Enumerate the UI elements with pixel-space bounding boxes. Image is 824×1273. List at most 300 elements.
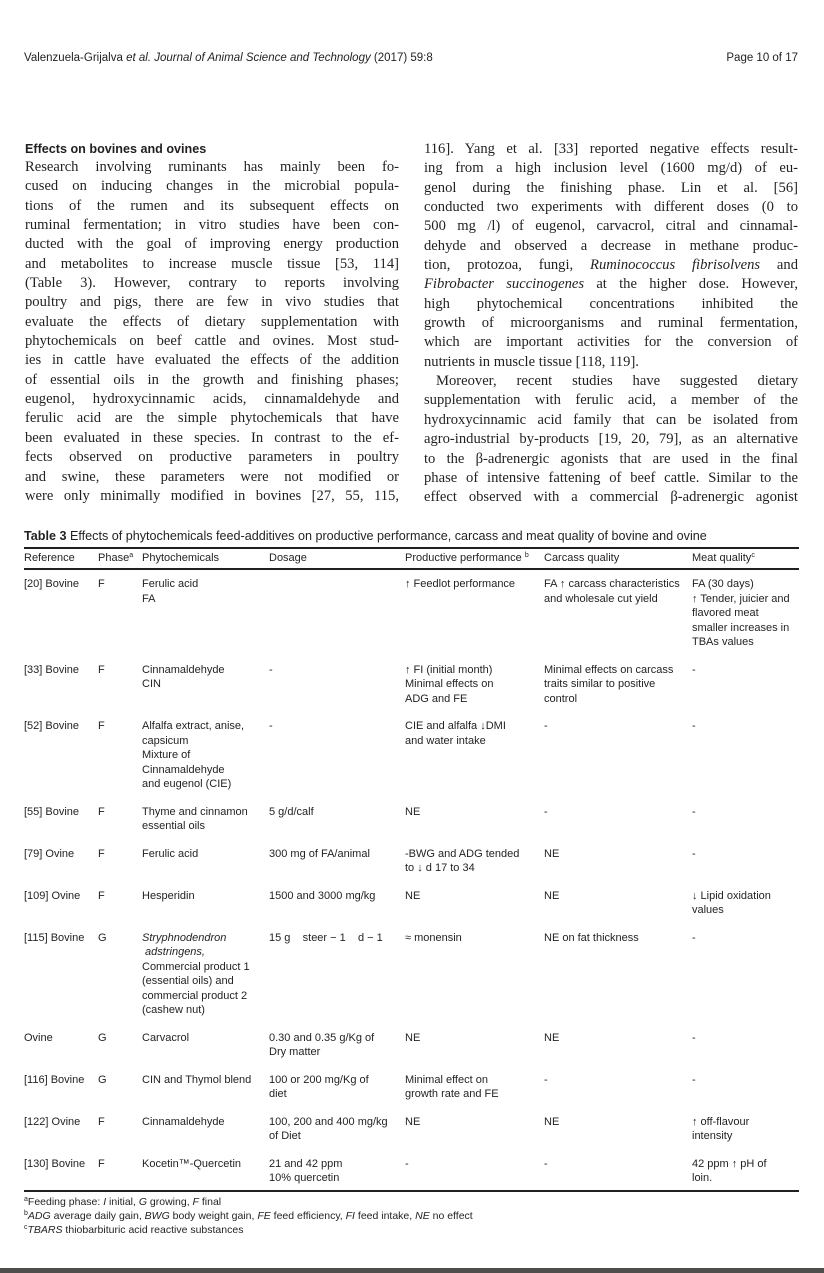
cell-line: F — [98, 805, 105, 818]
header-meat-sup: c — [751, 552, 755, 559]
text-line — [424, 256, 798, 275]
cell-line: F — [98, 1157, 105, 1170]
cell-line: of Diet — [269, 1130, 301, 1142]
table-caption — [24, 527, 799, 545]
cell-reference — [24, 925, 98, 1025]
footnote-text: initial, — [106, 1195, 139, 1208]
header-phase — [98, 548, 142, 569]
cell-line: F — [98, 847, 105, 860]
cell-reference — [24, 883, 98, 925]
abbreviation: BWG — [144, 1209, 170, 1222]
header-productive-sup: b — [524, 552, 529, 559]
cell-meat — [692, 713, 799, 799]
cell-line: Minimal effects on — [405, 678, 494, 690]
cell-line: - — [692, 720, 696, 732]
cell-productive — [405, 799, 544, 841]
cell-line: - — [692, 931, 696, 944]
cell-productive — [405, 1067, 544, 1109]
abbreviation: TBARS — [27, 1223, 63, 1236]
text-run: hydroxycinnamic acid family that can be isolated from — [424, 411, 798, 428]
text-run: to the β-adrenergic agonists that are used in the final — [424, 450, 798, 467]
text-line — [424, 198, 798, 217]
cell-productive — [405, 569, 544, 657]
cell-dosage — [269, 1109, 405, 1151]
cell-reference — [24, 841, 98, 883]
cell-line: - — [692, 1073, 696, 1086]
cell-carcass — [544, 657, 692, 714]
cell-line: - — [692, 663, 696, 676]
cell-carcass — [544, 1025, 692, 1067]
cell-phytochemicals — [142, 1025, 269, 1067]
cell-line: [122] Ovine — [24, 1115, 81, 1128]
cell-line: ↑ Feedlot performance — [405, 578, 516, 590]
cell-line: flavored meat — [692, 607, 759, 619]
cell-line: 15 g steer − 1 d − 1 — [269, 931, 383, 944]
cell-line: growth rate and FE — [405, 1088, 499, 1100]
text-line: and swine, these parameters were not modified or — [25, 468, 399, 485]
cell-phase — [98, 883, 142, 925]
cell-phase — [98, 569, 142, 657]
text-line: Research involving ruminants has mainly been fo- — [25, 159, 399, 175]
species-name: Ruminococcus fibrisolvens — [590, 257, 761, 274]
cell-line: - — [405, 1157, 409, 1170]
cell-meat — [692, 799, 799, 841]
footnote-a — [24, 1195, 799, 1209]
cell-line: CIE and alfalfa ↓DMI — [405, 720, 506, 732]
cell-meat — [692, 883, 799, 925]
footnote-text: feed efficiency, — [270, 1209, 346, 1222]
cell-line: - — [269, 720, 273, 732]
cell-line: 1500 and 3000 mg/kg — [269, 889, 376, 902]
cell-line: ↑ off-flavour — [692, 1115, 750, 1128]
header-citation: (2017) 59:8 — [370, 52, 433, 64]
cell-carcass — [544, 569, 692, 657]
text-run: conducted two experiments with different doses (0 to — [424, 199, 798, 216]
cell-phase — [98, 841, 142, 883]
cell-dosage — [269, 1151, 405, 1191]
cell-line: ≈ monensin — [405, 931, 462, 944]
cell-dosage — [269, 657, 405, 714]
abbreviation: G — [138, 1195, 147, 1208]
text-line — [424, 159, 798, 178]
cell-line: to ↓ d 17 to 34 — [405, 862, 475, 874]
text-line: of essential oils in the growth and finishing phases; — [25, 371, 399, 388]
cell-line: 10% quercetin — [269, 1172, 340, 1184]
cell-line: G — [98, 1031, 107, 1044]
cell-line: - — [544, 1073, 548, 1086]
cell-reference — [24, 713, 98, 799]
cell-phase — [98, 1025, 142, 1067]
viewer-bottom-bar — [0, 1268, 824, 1273]
cell-dosage — [269, 713, 405, 799]
cell-phytochemicals — [142, 657, 269, 714]
cell-line: - — [544, 720, 548, 732]
cell-reference — [24, 1109, 98, 1151]
cell-line: 0.30 and 0.35 g/Kg of — [269, 1031, 375, 1044]
abbreviation: ADG — [27, 1209, 51, 1222]
cell-line: NE — [405, 889, 421, 902]
text-line: ruminal fermentation; in vitro studies have been con- — [25, 217, 399, 234]
cell-line: intensity — [692, 1130, 733, 1142]
cell-line: ↑ FI (initial month) — [405, 663, 493, 676]
footnote-c — [24, 1223, 799, 1237]
text-line — [424, 430, 798, 449]
cell-line: [115] Bovine — [24, 931, 85, 944]
text-line — [424, 314, 798, 333]
footnote-marker: b — [24, 1209, 28, 1217]
footnote-text: growing, — [147, 1195, 193, 1208]
cell-reference — [24, 657, 98, 714]
text-line: ferulic acid are the simple phytochemicals that have — [25, 410, 399, 427]
cell-meat — [692, 1025, 799, 1067]
text-line: cused on inducing changes in the microbial popula- — [25, 178, 399, 195]
cell-line: [109] Ovine — [24, 889, 81, 902]
abbreviation: F — [192, 1195, 199, 1208]
cell-line: F — [98, 889, 105, 902]
cell-line: Minimal effect on — [405, 1073, 488, 1086]
cell-line: NE — [405, 1115, 421, 1128]
cell-line: (essential oils) and — [142, 975, 234, 987]
text-line: ies in cattle have evaluated the effects of the addition — [25, 352, 399, 369]
cell-meat — [692, 841, 799, 883]
footnote-marker: a — [24, 1195, 28, 1203]
header-reference: Reference — [24, 548, 98, 569]
cell-meat — [692, 925, 799, 1025]
cell-line: [52] Bovine — [24, 720, 80, 732]
text-run: which are important activities for the conversion of — [424, 334, 798, 351]
cell-phytochemicals — [142, 883, 269, 925]
text-line — [424, 391, 798, 410]
cell-line: FA — [142, 592, 156, 605]
text-run: 116]. Yang et al. [33] reported negative effects result- — [424, 141, 798, 157]
table-caption-text: Effects of phytochemicals feed-additives on productive performance, carcass and meat quality of bovine and ovine — [66, 529, 707, 543]
cell-line: CIN and Thymol blend — [142, 1073, 252, 1086]
table-row — [24, 883, 799, 925]
cell-line: [116] Bovine — [24, 1073, 85, 1086]
footnote-text: average daily gain, — [50, 1209, 145, 1222]
cell-phase — [98, 799, 142, 841]
cell-line: commercial product 2 — [142, 989, 248, 1002]
cell-line: Minimal effects on carcass — [544, 663, 674, 676]
cell-line: essential oils — [142, 820, 205, 832]
table-row — [24, 925, 799, 1025]
table-row — [24, 713, 799, 799]
body-column-left — [25, 140, 399, 506]
text-run: genol during the finishing phase. Lin et al. [56] — [424, 179, 798, 196]
cell-meat — [692, 1109, 799, 1151]
cell-line: CIN — [142, 678, 161, 690]
cell-productive — [405, 925, 544, 1025]
cell-line: 300 mg of FA/animal — [269, 847, 370, 860]
table-3 — [24, 527, 799, 1237]
text-run: growth of microorganisms and ruminal fermentation, — [424, 315, 798, 332]
cell-line: - — [269, 663, 273, 676]
cell-phytochemicals — [142, 1067, 269, 1109]
cell-line: Stryphnodendron — [142, 931, 227, 944]
species-name: Fibrobacter succinogenes — [424, 276, 585, 293]
text-line: poultry and pigs, there are few in vivo studies that — [25, 294, 399, 311]
footnote-b — [24, 1209, 799, 1223]
cell-carcass — [544, 713, 692, 799]
abbreviation: FI — [345, 1209, 355, 1222]
cell-carcass — [544, 1067, 692, 1109]
cell-line: (cashew nut) — [142, 1004, 205, 1016]
text-run: and — [760, 257, 798, 274]
cell-line: NE — [544, 1115, 560, 1128]
cell-carcass — [544, 925, 692, 1025]
table-row — [24, 799, 799, 841]
text-line — [424, 353, 798, 372]
cell-carcass — [544, 841, 692, 883]
cell-phase — [98, 1109, 142, 1151]
text-line — [424, 140, 798, 159]
header-productive-label: Productive performance — [405, 552, 525, 564]
table-row — [24, 1025, 799, 1067]
cell-dosage — [269, 799, 405, 841]
abbreviation: FE — [257, 1209, 271, 1222]
cell-line: Ferulic acid — [142, 578, 199, 590]
cell-line: [130] Bovine — [24, 1157, 86, 1170]
abbreviation: I — [103, 1195, 107, 1208]
cell-carcass — [544, 1109, 692, 1151]
cell-line: TBAs values — [692, 636, 754, 648]
cell-line: traits similar to positive — [544, 678, 656, 690]
text-run: effect observed with a commercial β-adrenergic agonist — [424, 489, 798, 506]
cell-line: NE — [405, 805, 421, 818]
cell-line: 100 or 200 mg/Kg of — [269, 1073, 369, 1086]
cell-line: [55] Bovine — [24, 805, 80, 818]
running-head-citation — [24, 52, 433, 64]
cell-phase — [98, 1067, 142, 1109]
text-run: nutrients in muscle tissue [118, 119]. — [424, 353, 639, 370]
cell-phytochemicals — [142, 841, 269, 883]
cell-line: capsicum — [142, 734, 189, 747]
cell-dosage — [269, 841, 405, 883]
footnote-text: feed intake, — [354, 1209, 416, 1222]
body-column-right — [424, 140, 798, 508]
table-header-row — [24, 548, 799, 569]
text-line: evaluate the effects of dietary supplementation with — [25, 313, 399, 330]
text-run: ing from a high inclusion level (1600 mg/d) of eu- — [424, 160, 798, 177]
cell-line: diet — [269, 1088, 287, 1100]
text-run: 500 mg /l) of eugenol, carvacrol, citral and cinnamal- — [424, 218, 798, 235]
cell-carcass — [544, 1151, 692, 1191]
header-phase-label: Phase — [98, 552, 130, 564]
cell-line: ↑ Tender, juicier and — [692, 592, 790, 605]
cell-line: Carvacrol — [142, 1031, 190, 1044]
cell-meat — [692, 657, 799, 714]
cell-line: 42 ppm ↑ pH of — [692, 1157, 767, 1170]
cell-line: - — [544, 805, 548, 818]
cell-phytochemicals — [142, 925, 269, 1025]
text-run: tion, protozoa, fungi, — [424, 257, 591, 274]
header-phase-sup: a — [129, 552, 134, 559]
text-line — [424, 450, 798, 469]
text-line — [424, 179, 798, 198]
header-authors: Valenzuela-Grijalva — [24, 52, 123, 64]
text-line — [424, 411, 798, 430]
cell-line: F — [98, 663, 105, 676]
table-row — [24, 1067, 799, 1109]
cell-line: 100, 200 and 400 mg/kg — [269, 1115, 388, 1128]
cell-line: Mixture of — [142, 749, 191, 761]
cell-line: smaller increases in — [692, 621, 790, 634]
cell-line: NE — [405, 1031, 421, 1044]
cell-line: - — [692, 847, 696, 860]
table-row — [24, 569, 799, 657]
cell-line: NE on fat thickness — [544, 931, 639, 944]
header-meat — [692, 548, 799, 569]
cell-line: F — [98, 720, 105, 732]
cell-phase — [98, 1151, 142, 1191]
cell-reference — [24, 1151, 98, 1191]
cell-line: Commercial product 1 — [142, 960, 250, 973]
cell-phytochemicals — [142, 569, 269, 657]
header-carcass: Carcass quality — [544, 548, 692, 569]
text-run: at the higher dose. However, — [584, 276, 798, 293]
header-productive — [405, 548, 544, 569]
cell-meat — [692, 1067, 799, 1109]
text-line: phytochemicals on beef cattle and ovines. Most stud- — [25, 333, 399, 350]
cell-reference — [24, 799, 98, 841]
text-line — [424, 372, 798, 391]
cell-line: [33] Bovine — [24, 663, 80, 676]
cell-line: FA (30 days) — [692, 578, 754, 590]
cell-line: - — [692, 1031, 696, 1044]
table-row — [24, 657, 799, 714]
cell-line: Hesperidin — [142, 889, 195, 902]
text-line — [424, 488, 798, 507]
cell-line: F — [98, 1115, 105, 1128]
cell-line: 21 and 42 ppm — [269, 1157, 343, 1170]
text-line: fects observed on productive parameters in poultry — [25, 449, 399, 466]
cell-line: ADG and FE — [405, 692, 468, 705]
phytochemicals-table — [24, 547, 799, 1192]
cell-meat — [692, 1151, 799, 1191]
text-run: high phytochemical concentrations inhibited the — [424, 295, 798, 312]
cell-dosage — [269, 1067, 405, 1109]
cell-line: Kocetin™-Quercetin — [142, 1157, 242, 1170]
cell-line: - — [692, 805, 696, 818]
page-number: Page 10 of 17 — [726, 52, 798, 64]
cell-productive — [405, 883, 544, 925]
cell-carcass — [544, 883, 692, 925]
cell-line: -BWG and ADG tended — [405, 847, 520, 860]
table-row — [24, 841, 799, 883]
cell-phase — [98, 657, 142, 714]
cell-dosage — [269, 883, 405, 925]
cell-carcass — [544, 799, 692, 841]
text-line — [424, 275, 798, 294]
cell-line: Ovine — [24, 1031, 53, 1044]
cell-line: G — [98, 931, 107, 944]
cell-line: NE — [544, 1031, 560, 1044]
text-line: (Table 3). However, contrary to reports involving — [25, 275, 399, 292]
cell-line: F — [98, 578, 105, 590]
cell-productive — [405, 841, 544, 883]
text-line: tions of the rumen and its subsequent effects on — [25, 197, 399, 214]
abbreviation: NE — [415, 1209, 430, 1222]
text-run: supplementation with ferulic acid, a member of the — [424, 392, 798, 409]
cell-line: - — [544, 1157, 548, 1170]
cell-phytochemicals — [142, 713, 269, 799]
cell-line: Alfalfa extract, anise, — [142, 720, 245, 732]
cell-line: and eugenol (CIE) — [142, 778, 232, 790]
cell-productive — [405, 657, 544, 714]
cell-phytochemicals — [142, 1109, 269, 1151]
text-line: ducted with the goal of improving energy production — [25, 236, 399, 253]
cell-line: Thyme and cinnamon — [142, 805, 248, 818]
text-line — [424, 333, 798, 352]
left-column-text — [25, 158, 399, 506]
cell-reference — [24, 1025, 98, 1067]
cell-line: Cinnamaldehyde — [142, 1115, 225, 1128]
cell-productive — [405, 1109, 544, 1151]
footnote-text: no effect — [429, 1209, 473, 1222]
cell-line: NE — [544, 847, 560, 860]
footnote-text: thiobarbituric acid reactive substances — [62, 1223, 244, 1236]
cell-phase — [98, 713, 142, 799]
cell-phytochemicals — [142, 799, 269, 841]
text-line — [424, 469, 798, 488]
cell-line: loin. — [692, 1172, 713, 1184]
cell-productive — [405, 713, 544, 799]
cell-line: Dry matter — [269, 1046, 321, 1058]
table-row — [24, 1151, 799, 1191]
running-head — [24, 52, 798, 68]
cell-reference — [24, 1067, 98, 1109]
cell-phytochemicals — [142, 1151, 269, 1191]
text-line — [424, 217, 798, 236]
header-dosage: Dosage — [269, 548, 405, 569]
cell-line: Cinnamaldehyde — [142, 763, 225, 776]
text-run: agro-industrial by-products [19, 20, 79], as an alternative — [424, 431, 798, 448]
text-run: dehyde and observed a decrease in methane produc- — [424, 237, 798, 254]
cell-line: [79] Ovine — [24, 847, 75, 860]
cell-line: and water intake — [405, 734, 486, 747]
cell-line: G — [98, 1073, 107, 1086]
table-row — [24, 1109, 799, 1151]
cell-dosage — [269, 569, 405, 657]
cell-productive — [405, 1151, 544, 1191]
cell-phase — [98, 925, 142, 1025]
text-run: Moreover, recent studies have suggested dietary — [436, 373, 798, 390]
table-body — [24, 569, 799, 1191]
cell-dosage — [269, 1025, 405, 1067]
table-footnotes — [24, 1195, 799, 1237]
cell-line: and wholesale cut yield — [544, 592, 658, 605]
cell-line: values — [692, 904, 724, 916]
cell-line: FA ↑ carcass characteristics — [544, 578, 680, 590]
text-line — [424, 237, 798, 256]
cell-line: ↓ Lipid oxidation — [692, 889, 771, 902]
cell-productive — [405, 1025, 544, 1067]
text-line — [424, 295, 798, 314]
cell-line: 5 g/d/calf — [269, 805, 314, 818]
text-line: and metabolites to increase muscle tissue [53, 114] — [25, 255, 399, 272]
text-line: were only minimally modified in bovines [27, 55, 115, — [25, 487, 399, 504]
footnote-text: final — [198, 1195, 222, 1208]
text-line: been evaluated in these species. In contrast to the ef- — [25, 429, 399, 446]
cell-line: control — [544, 692, 578, 705]
cell-reference — [24, 569, 98, 657]
text-run: phase of intensive fattening of beef cattle. Similar to the — [424, 469, 798, 486]
right-column-text — [424, 140, 798, 508]
text-line: eugenol, hydroxycinnamic acids, cinnamaldehyde and — [25, 391, 399, 408]
cell-line: Ferulic acid — [142, 847, 199, 860]
header-journal: Journal of Animal Science and Technology — [154, 52, 371, 64]
cell-line: [20] Bovine — [24, 578, 80, 590]
